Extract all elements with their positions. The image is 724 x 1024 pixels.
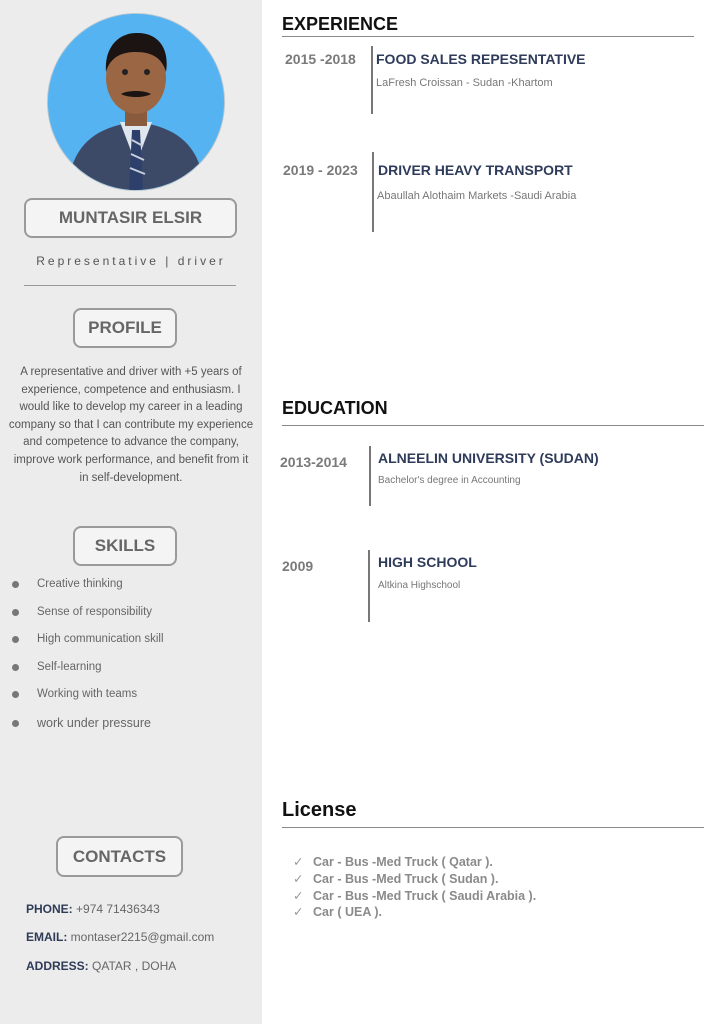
bullet-icon (12, 664, 19, 671)
experience-years: 2019 - 2023 (283, 162, 358, 178)
contact-address: ADDRESS: QATAR , DOHA (26, 959, 177, 973)
timeline-line (372, 152, 374, 232)
address-value: QATAR , DOHA (92, 959, 177, 973)
education-school: HIGH SCHOOL (378, 554, 477, 570)
bullet-icon (12, 720, 19, 727)
name-box: MUNTASIR ELSIR (24, 198, 237, 238)
timeline-line (371, 46, 373, 114)
license-item: ✓ Car - Bus -Med Truck ( Saudi Arabia ). (293, 889, 537, 903)
education-heading: EDUCATION (282, 398, 388, 418)
contacts-heading: CONTACTS (56, 836, 183, 877)
education-rule (282, 425, 704, 426)
education-detail: Altkina Highschool (378, 580, 461, 591)
bullet-icon (12, 636, 19, 643)
check-icon: ✓ (293, 889, 304, 903)
email-value[interactable]: montaser2215@gmail.com (70, 930, 215, 944)
bullet-icon (12, 609, 19, 616)
bullet-icon (12, 581, 19, 588)
timeline-line (368, 550, 370, 622)
skill-item: Creative thinking (12, 578, 123, 590)
profile-photo (47, 13, 225, 191)
person-portrait-icon (48, 14, 224, 190)
sidebar-divider (24, 285, 236, 286)
phone-value[interactable]: +974 71436343 (76, 902, 160, 916)
timeline-line (369, 446, 371, 506)
check-icon: ✓ (293, 872, 304, 886)
experience-position: DRIVER HEAVY TRANSPORT (378, 162, 573, 178)
education-years: 2013-2014 (280, 454, 347, 470)
skills-heading: SKILLS (73, 526, 177, 566)
education-detail: Bachelor's degree in Accounting (378, 475, 521, 486)
skill-item: Sense of responsibility (12, 606, 152, 618)
skill-item: work under pressure (12, 716, 151, 730)
experience-place: Abaullah Alothaim Markets -Saudi Arabia (377, 190, 577, 202)
contact-email: EMAIL: montaser2215@gmail.com (26, 930, 215, 944)
education-school: ALNEELIN UNIVERSITY (SUDAN) (378, 450, 599, 466)
license-item: ✓ Car - Bus -Med Truck ( Qatar ). (293, 855, 493, 869)
education-years: 2009 (282, 558, 314, 574)
experience-years: 2015 -2018 (285, 51, 356, 67)
experience-position: FOOD SALES REPESENTATIVE (376, 51, 586, 67)
profile-heading: PROFILE (73, 308, 177, 348)
license-item: ✓ Car ( UEA ). (293, 905, 382, 919)
license-item: ✓ Car - Bus -Med Truck ( Sudan ). (293, 872, 499, 886)
experience-place: LaFresh Croissan - Sudan -Khartom (376, 77, 553, 89)
skill-item: Self-learning (12, 661, 102, 673)
experience-heading: EXPERIENCE (282, 14, 399, 34)
check-icon: ✓ (293, 905, 304, 919)
license-rule (282, 827, 704, 828)
license-heading: License (282, 799, 357, 821)
profile-text: A representative and driver with +5 years of experience, competence and enthusiasm. I would like to develop my career in a leading company so that I can contribute my experience and competence to advance the company, improve work performance, and benefit from it in self-development. (8, 366, 254, 484)
role-text: Representative | driver (36, 254, 226, 268)
sidebar (0, 0, 262, 1024)
skill-item: High communication skill (12, 633, 164, 645)
contact-phone: PHONE: +974 71436343 (26, 902, 160, 916)
check-icon: ✓ (293, 855, 304, 869)
bullet-icon (12, 691, 19, 698)
skill-item: Working with teams (12, 688, 137, 700)
experience-rule (282, 36, 694, 37)
